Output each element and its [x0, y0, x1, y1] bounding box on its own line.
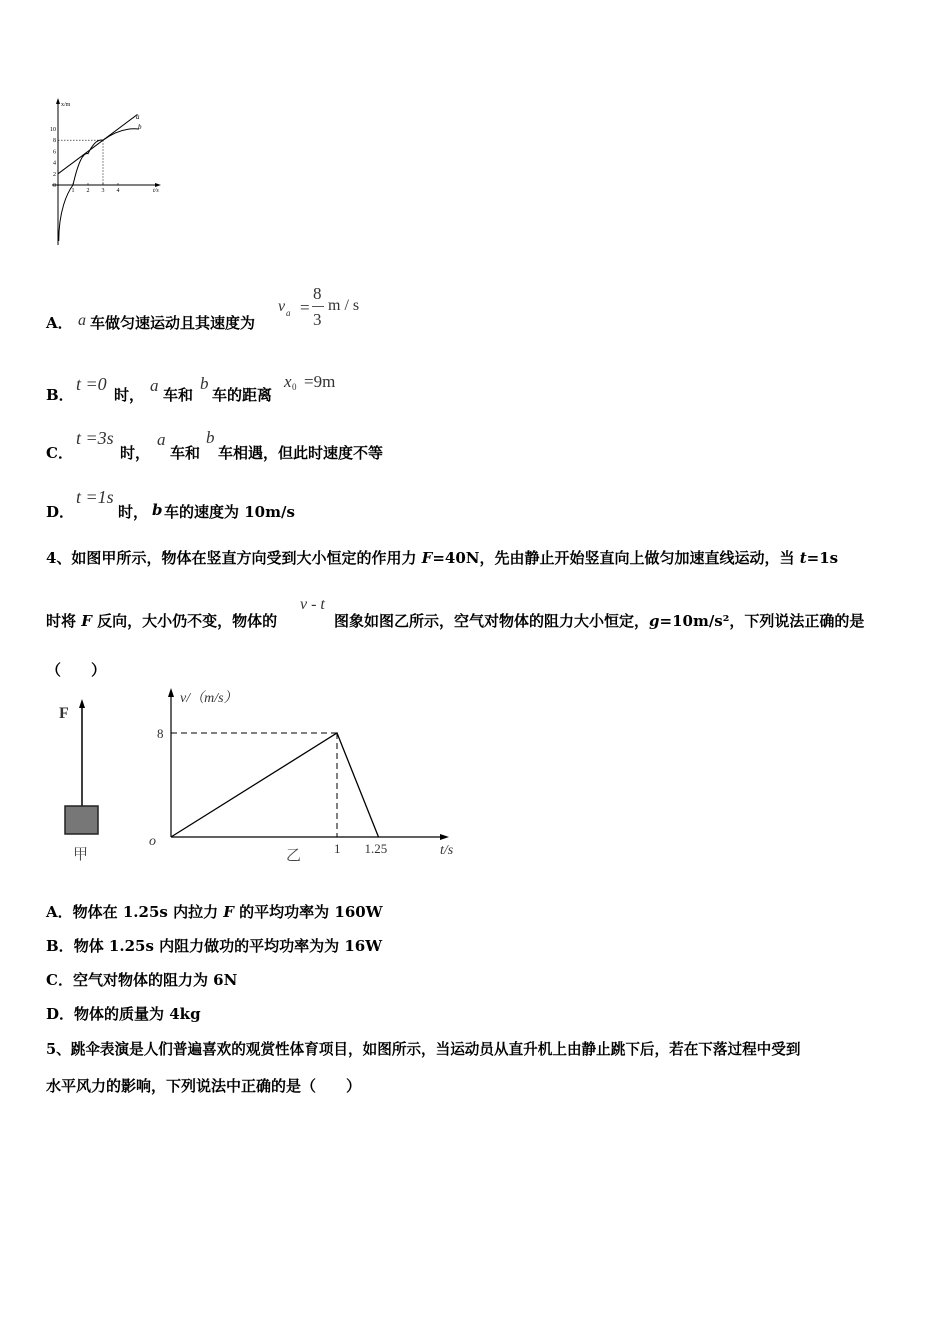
x-val: =9m	[304, 372, 336, 391]
option-letter: C．	[46, 444, 73, 462]
formula-eq: =	[300, 298, 310, 317]
xt-x-label: t/s	[153, 188, 159, 194]
block	[65, 806, 98, 834]
t-expr: t =0	[76, 374, 107, 394]
var-F: F	[81, 612, 92, 630]
q4-option-c	[46, 969, 237, 990]
frac-den: 3	[313, 310, 322, 329]
vt-y-tick-8: 8	[157, 726, 164, 741]
vt-graph	[140, 682, 470, 868]
option-text: 的平均功率为 160W	[233, 903, 383, 921]
xt-x-tick-label: 1	[71, 188, 75, 194]
q4-text: 4、如图甲所示，物体在竖直方向受到大小恒定的作用力	[46, 549, 422, 567]
xt-y-tick-label: 4	[53, 160, 56, 167]
unit: m / s	[328, 297, 360, 314]
q4-text: 图象如图乙所示，空气对物体的阻力大小恒定，	[334, 612, 650, 630]
vt-x-label: t/s	[440, 843, 454, 858]
var-g: g	[649, 612, 660, 630]
q4-text: 反向，大小仍不变，物体的	[91, 612, 278, 630]
q4-option-b	[46, 935, 382, 956]
var-F: F	[421, 549, 433, 567]
option-text: 车的速度为 10m/s	[164, 503, 295, 521]
option-text: 物体 1.25s 内阻力做功的平均功率为为 16W	[73, 937, 383, 955]
q4-text: =1s	[806, 549, 839, 567]
var-t: t	[799, 549, 807, 567]
q4-text: =10m/s²，下列说法正确的是	[659, 612, 865, 630]
formula-sub: a	[286, 308, 291, 318]
x-sub: 0	[292, 382, 297, 392]
vt-y-label: v/（m/s）	[180, 691, 238, 706]
fig-yi-caption: 乙	[286, 848, 302, 864]
force-arrow-head	[79, 699, 85, 708]
q4-line2-pre	[46, 610, 277, 631]
q4-text: =40N，先由静止开始竖直向上做匀加速直线运动，当	[432, 549, 800, 567]
q4-option-d	[46, 1003, 201, 1024]
t-suffix: 时，	[118, 503, 149, 521]
xt-dashed-guides	[58, 140, 103, 185]
formula-v: v	[278, 298, 286, 315]
frac-bar	[312, 306, 324, 307]
vt-symbol: v - t	[300, 596, 325, 613]
t-expr: t =3s	[76, 428, 114, 448]
xt-y-tick-label: 0	[53, 183, 56, 189]
xt-curve-a	[58, 114, 138, 173]
var-F: F	[223, 903, 234, 921]
q4-line-1	[46, 547, 838, 568]
vt-origin: o	[149, 834, 156, 849]
xt-y-label: x/m	[61, 102, 71, 108]
mid-text: 车和	[170, 444, 201, 462]
vt-x-tick-1: 1	[334, 841, 341, 856]
xt-x-tick-label: 4	[116, 188, 120, 194]
option-text: 车的距离	[212, 386, 273, 404]
t-expr: t =1s	[76, 487, 114, 507]
xt-y-tick-label: 8	[53, 138, 56, 145]
option-letter: A．	[46, 314, 73, 332]
xt-y-tick-label: 2	[53, 171, 56, 178]
var-b: b	[206, 428, 215, 447]
option-text: 车做匀速运动且其速度为	[90, 314, 256, 332]
t-suffix: 时，	[114, 386, 145, 404]
option-letter: C．	[46, 971, 73, 989]
xt-curve-b-label: b	[138, 123, 142, 131]
xt-y-tick-label: 6	[53, 149, 56, 156]
option-letter: A．	[46, 903, 73, 921]
q4-paren: （ ）	[46, 661, 107, 679]
option-text: 空气对物体的阻力为 6N	[72, 971, 238, 989]
mid-text: 车和	[163, 386, 194, 404]
fig-jia-caption: 甲	[73, 847, 89, 863]
t-suffix: 时，	[120, 444, 151, 462]
option-text: 物体在 1.25s 内拉力	[72, 903, 224, 921]
q4-text: 时将	[46, 612, 82, 630]
xt-x-tick-label: 2	[86, 188, 90, 194]
var-a: a	[157, 430, 166, 449]
xt-curve-a-label: a	[136, 113, 140, 121]
var-b: b	[200, 374, 209, 393]
xt-axes	[52, 98, 161, 245]
q4-option-a	[46, 901, 383, 922]
vt-x-arrow	[440, 834, 449, 840]
fig-jia	[55, 693, 110, 865]
q5-line-2: 水平风力的影响，下列说法中正确的是（ ）	[46, 1077, 362, 1095]
force-label-F: F	[59, 705, 69, 722]
vt-series-line	[171, 733, 379, 837]
option-text: 车相遇，但此时速度不等	[218, 444, 384, 462]
vt-x-tick-1-25: 1.25	[364, 841, 388, 856]
option-letter: D．	[46, 1005, 75, 1023]
var-b: b	[152, 501, 163, 519]
xt-x-tick-label: 3	[101, 188, 105, 194]
option-letter: B．	[46, 386, 74, 404]
xt-y-ticks	[50, 127, 56, 189]
q5-line-1: 5、跳伞表演是人们普遍喜欢的观赏性体育项目，如图所示，当运动员从直升机上由静止跳下后，若在下落过程中受到	[46, 1041, 801, 1058]
frac-num: 8	[313, 284, 322, 303]
vt-y-arrow	[168, 688, 174, 697]
xt-graph	[40, 95, 175, 255]
var-a: a	[78, 312, 86, 329]
xt-y-tick-label: 10	[50, 127, 56, 133]
var-a: a	[150, 376, 159, 395]
x-sym: x	[284, 372, 292, 391]
option-letter: B．	[46, 937, 74, 955]
q4-line2-post	[334, 610, 864, 631]
option-letter: D．	[46, 503, 75, 521]
option-text: 物体的质量为 4kg	[74, 1005, 201, 1023]
